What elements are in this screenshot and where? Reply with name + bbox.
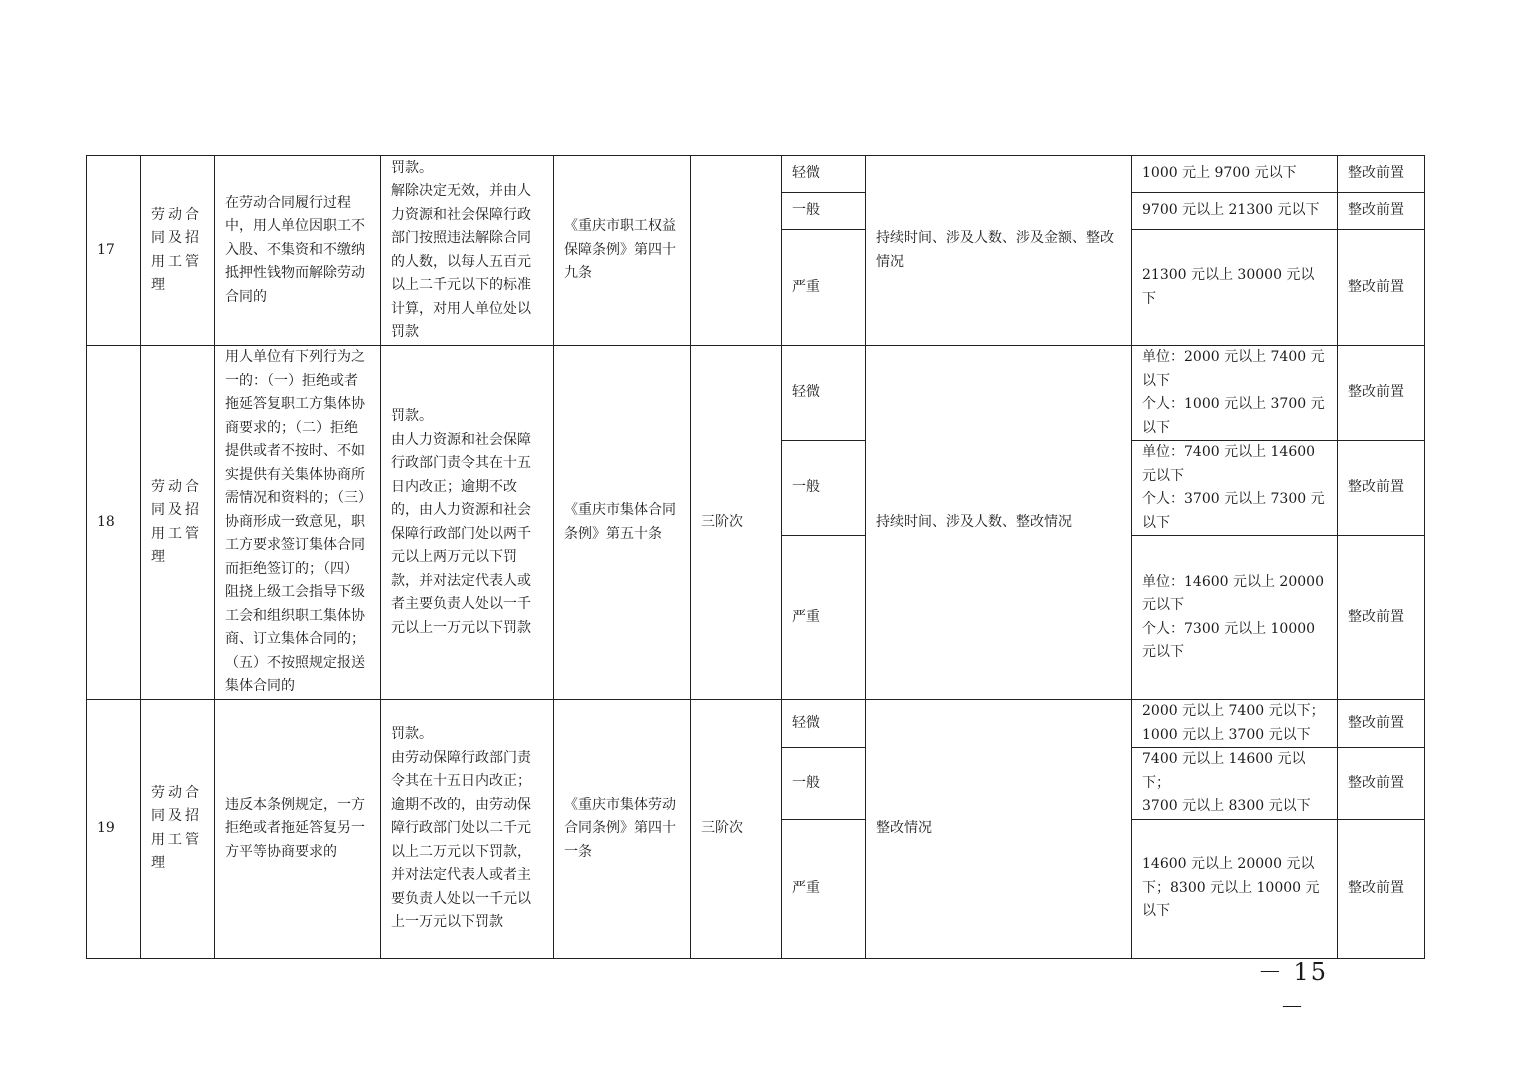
range-cell: 21300 元以上 30000 元以下 <box>1132 230 1338 346</box>
range-cell: 单位：2000 元以上 7400 元以下 个人：1000 元以上 3700 元以下 <box>1132 346 1338 441</box>
penalty-cell: 罚款。 解除决定无效，并由人力资源和社会保障行政部门按照违法解除合同的人数，以每人五百元以上二千元以下的标准计算，对用人单位处以罚款 <box>381 156 554 346</box>
level-cell: 一般 <box>782 748 866 820</box>
level-cell: 一般 <box>782 441 866 536</box>
measure-cell: 整改前置 <box>1338 819 1425 958</box>
factors-cell: 持续时间、涉及人数、整改情况 <box>866 346 1132 700</box>
measure-cell: 整改前置 <box>1338 193 1425 230</box>
item-number: 17 <box>87 156 141 346</box>
range-cell: 9700 元以上 21300 元以下 <box>1132 193 1338 230</box>
penalty-cell: 罚款。 由劳动保障行政部门责令其在十五日内改正；逾期不改的，由劳动保障行政部门处以二千元以上二万元以下罚款，并对法定代表人或者主要负责人处以一千元以上一万元以下罚款 <box>381 700 554 959</box>
measure-cell: 整改前置 <box>1338 441 1425 536</box>
factors-cell: 整改情况 <box>866 700 1132 959</box>
category-cell: 劳动合同及招用工管理 <box>141 346 215 700</box>
stages-cell <box>691 156 782 346</box>
violation-cell: 在劳动合同履行过程中，用人单位因职工不入股、不集资和不缴纳抵押性钱物而解除劳动合同的 <box>215 156 381 346</box>
measure-cell: 整改前置 <box>1338 346 1425 441</box>
stages-cell: 三阶次 <box>691 346 782 700</box>
measure-cell: 整改前置 <box>1338 156 1425 193</box>
range-cell: 7400 元以上 14600 元以下； 3700 元以上 8300 元以下 <box>1132 748 1338 820</box>
level-cell: 轻微 <box>782 700 866 748</box>
level-cell: 严重 <box>782 819 866 958</box>
level-cell: 一般 <box>782 193 866 230</box>
range-cell: 2000 元以上 7400 元以下； 1000 元以上 3700 元以下 <box>1132 700 1338 748</box>
violation-cell: 违反本条例规定，一方拒绝或者拖延答复另一方平等协商要求的 <box>215 700 381 959</box>
item-number: 18 <box>87 346 141 700</box>
legal-basis-cell: 《重庆市职工权益保障条例》第四十九条 <box>554 156 691 346</box>
range-cell: 14600 元以上 20000 元以下；8300 元以上 10000 元以下 <box>1132 819 1338 958</box>
measure-cell: 整改前置 <box>1338 536 1425 700</box>
table-row <box>87 156 1425 193</box>
factors-cell: 持续时间、涉及人数、涉及金额、整改情况 <box>866 156 1132 346</box>
range-cell: 1000 元上 9700 元以下 <box>1132 156 1338 193</box>
range-cell: 单位：7400 元以上 14600 元以下 个人：3700 元以上 7300 元以下 <box>1132 441 1338 536</box>
table-row <box>87 700 1425 748</box>
range-cell: 单位：14600 元以上 20000 元以下 个人：7300 元以上 10000 元以下 <box>1132 536 1338 700</box>
category-cell: 劳动合同及招用工管理 <box>141 156 215 346</box>
penalty-cell: 罚款。 由人力资源和社会保障行政部门责令其在十五日内改正；逾期不改的，由人力资源和社会保障行政部门处以两千元以上两万元以下罚款，并对法定代表人或者主要负责人处以一千元以上一万元以下罚款 <box>381 346 554 700</box>
level-cell: 严重 <box>782 536 866 700</box>
level-cell: 轻微 <box>782 346 866 441</box>
legal-basis-cell: 《重庆市集体合同条例》第五十条 <box>554 346 691 700</box>
item-number: 19 <box>87 700 141 959</box>
legal-basis-cell: 《重庆市集体劳动合同条例》第四十一条 <box>554 700 691 959</box>
level-cell: 轻微 <box>782 156 866 193</box>
level-cell: 严重 <box>782 230 866 346</box>
page-number: － 15 － <box>1257 958 1329 1021</box>
category-cell: 劳动合同及招用工管理 <box>141 700 215 959</box>
stages-cell: 三阶次 <box>691 700 782 959</box>
measure-cell: 整改前置 <box>1338 748 1425 820</box>
table-row <box>87 346 1425 441</box>
penalty-standards-table <box>86 155 1425 959</box>
measure-cell: 整改前置 <box>1338 230 1425 346</box>
violation-cell: 用人单位有下列行为之一的：（一）拒绝或者拖延答复职工方集体协商要求的；（二）拒绝提供或者不按时、不如实提供有关集体协商所需情况和资料的；（三）协商形成一致意见，职工方要求签订集体合同而拒绝签订的；（四）阻挠上级工会指导下级工会和组织职工集体协商、订立集体合同的；（五）不按照规定报送集体合同的 <box>215 346 381 700</box>
measure-cell: 整改前置 <box>1338 700 1425 748</box>
